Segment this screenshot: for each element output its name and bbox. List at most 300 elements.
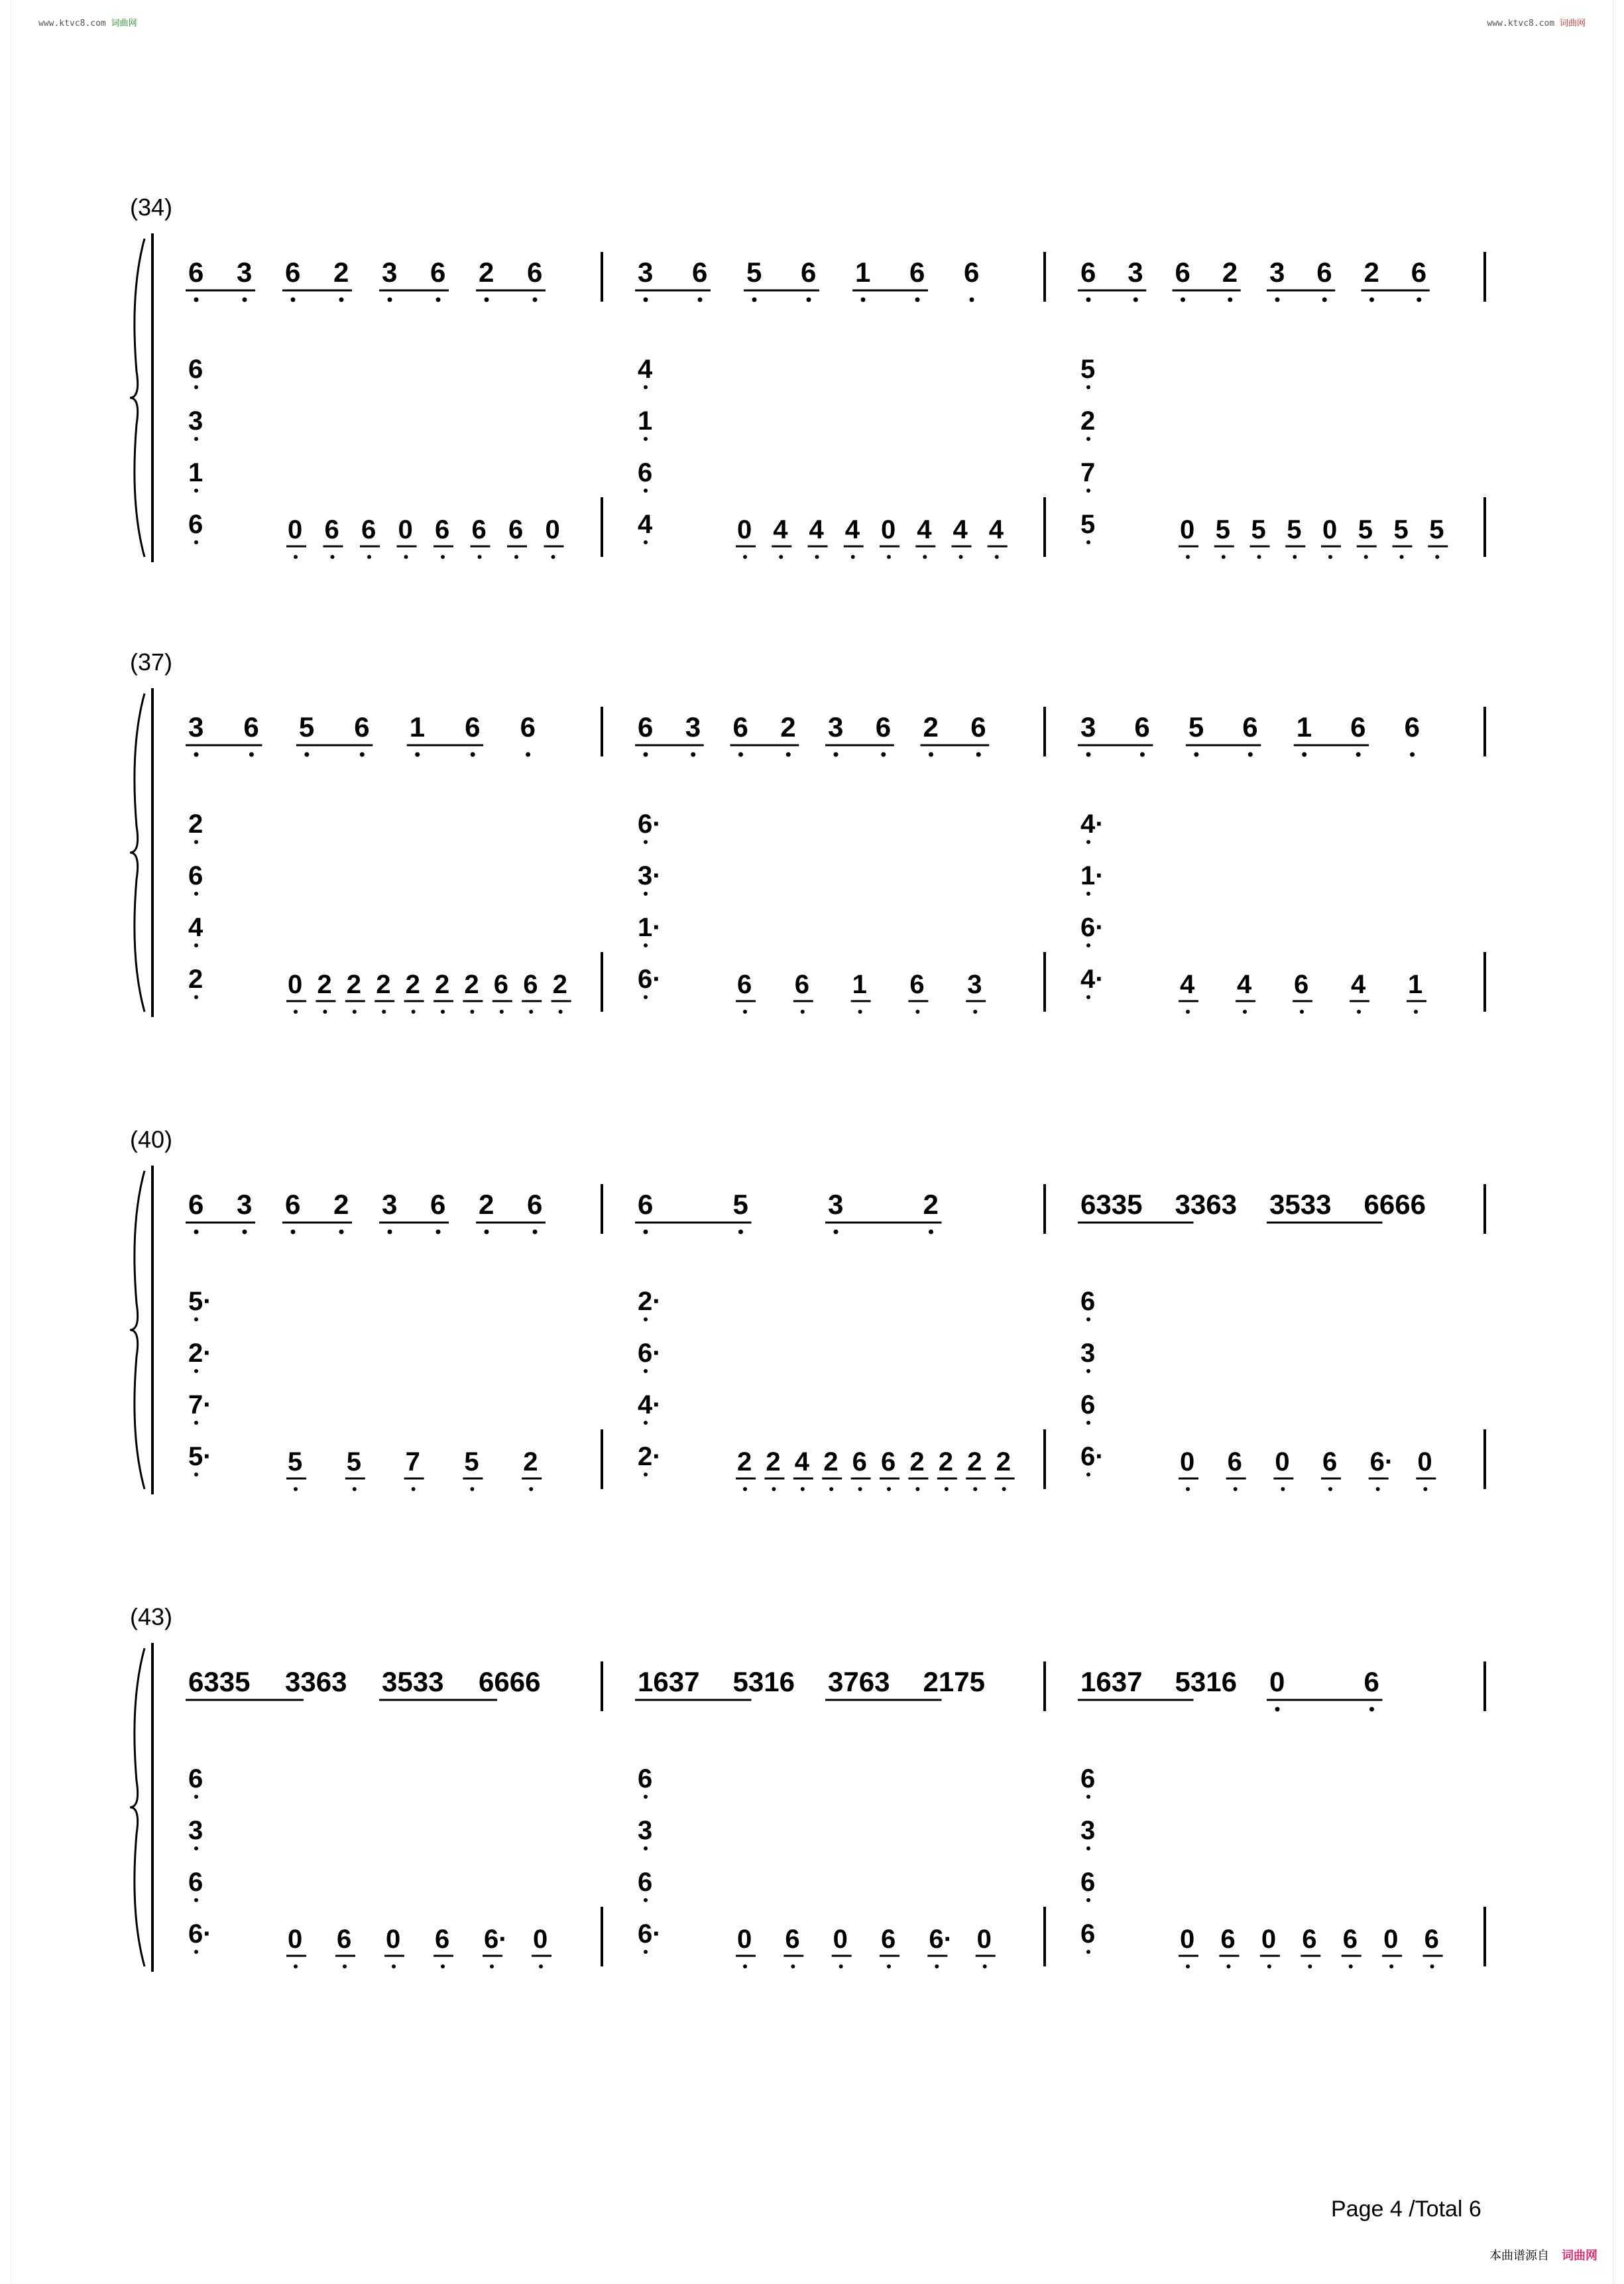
treble-note: 3 bbox=[237, 257, 253, 288]
treble-note: 6 bbox=[970, 711, 986, 743]
treble-note: 3 bbox=[828, 1189, 844, 1220]
treble-note: 6 bbox=[909, 257, 925, 288]
chord-dot bbox=[194, 1369, 198, 1373]
bass-note: 4 bbox=[1180, 970, 1195, 999]
bass-chord-note: 6 bbox=[188, 355, 203, 384]
octave-dot bbox=[1302, 752, 1306, 757]
bass-dot bbox=[500, 1010, 504, 1014]
treble-note: 6 bbox=[1411, 257, 1427, 288]
bass-dot bbox=[331, 555, 335, 559]
octave-dot bbox=[1133, 298, 1138, 302]
bass-note: 5 bbox=[288, 1447, 303, 1476]
bass-chord-note: 3 bbox=[188, 1816, 203, 1845]
treble-note: 6 bbox=[875, 711, 892, 743]
treble-note: 3 bbox=[685, 711, 701, 743]
bass-note: 6 bbox=[324, 515, 339, 544]
bass-chord-note: 4· bbox=[1080, 810, 1104, 839]
bass-chord-note: 4 bbox=[638, 355, 653, 384]
bass-note: 0 bbox=[1261, 1925, 1277, 1954]
header-left-site: www.ktvc8.com bbox=[38, 19, 106, 29]
bass-note: 4 bbox=[844, 515, 860, 544]
bass-chord-note: 6· bbox=[188, 1919, 212, 1949]
bass-dot bbox=[1328, 1487, 1332, 1491]
treble-note: 3 bbox=[1128, 257, 1143, 288]
brace bbox=[130, 693, 145, 1012]
bass-dot bbox=[343, 1964, 347, 1968]
bass-dot bbox=[539, 1964, 543, 1968]
bass-dot bbox=[887, 1487, 891, 1491]
treble-note: 3533 bbox=[382, 1666, 444, 1697]
bass-note: 6 bbox=[1227, 1447, 1242, 1476]
bass-dot bbox=[1281, 1487, 1285, 1491]
chord-dot bbox=[194, 1898, 198, 1902]
bass-dot bbox=[791, 1964, 795, 1968]
octave-dot bbox=[471, 752, 475, 757]
octave-dot bbox=[485, 1230, 489, 1234]
bass-note: 0 bbox=[1180, 1447, 1195, 1476]
bass-chord-note: 3 bbox=[1080, 1339, 1096, 1368]
treble-note: 3 bbox=[1080, 711, 1096, 743]
bass-note: 0 bbox=[288, 1925, 303, 1954]
bass-dot bbox=[323, 1010, 327, 1014]
bass-note: 2 bbox=[967, 1447, 982, 1476]
bass-note: 2 bbox=[996, 1447, 1011, 1476]
bass-dot bbox=[441, 555, 445, 559]
bass-dot bbox=[1267, 1964, 1271, 1968]
octave-dot bbox=[786, 752, 791, 757]
bass-dot bbox=[1435, 555, 1439, 559]
bass-dot bbox=[1234, 1487, 1238, 1491]
treble-note: 6 bbox=[188, 257, 204, 288]
treble-note: 1 bbox=[1296, 711, 1312, 743]
bass-note: 0 bbox=[1180, 1925, 1195, 1954]
bass-chord-note: 4· bbox=[638, 1390, 662, 1419]
bass-note: 0 bbox=[288, 970, 303, 999]
treble-note: 2 bbox=[923, 711, 939, 743]
chord-dot bbox=[1086, 540, 1090, 544]
treble-note: 6 bbox=[1175, 257, 1190, 288]
treble-note: 2 bbox=[333, 257, 349, 288]
treble-note: 5 bbox=[732, 1189, 748, 1220]
treble-note: 3763 bbox=[828, 1666, 890, 1697]
bass-note: 5 bbox=[1358, 515, 1373, 544]
treble-note: 2 bbox=[479, 1189, 494, 1220]
treble-note: 6335 bbox=[1080, 1189, 1143, 1220]
bass-chord-note: 6 bbox=[1080, 1868, 1096, 1897]
chord-dot bbox=[1086, 995, 1090, 999]
bass-dot bbox=[294, 1487, 298, 1491]
bass-chord-note: 5· bbox=[188, 1442, 212, 1471]
octave-dot bbox=[976, 752, 981, 757]
bass-dot bbox=[559, 1010, 563, 1014]
bass-dot bbox=[1186, 1487, 1190, 1491]
bass-dot bbox=[478, 555, 482, 559]
octave-dot bbox=[388, 298, 392, 302]
bass-note: 6 bbox=[493, 970, 509, 999]
bass-dot bbox=[923, 555, 927, 559]
bass-chord-note: 6 bbox=[188, 1868, 203, 1897]
bass-dot bbox=[353, 1487, 357, 1491]
bass-chord-note: 5 bbox=[1080, 355, 1096, 384]
treble-note: 6 bbox=[285, 257, 301, 288]
bass-note: 4 bbox=[953, 515, 968, 544]
bass-note: 2 bbox=[317, 970, 332, 999]
bass-note: 6 bbox=[1322, 1447, 1338, 1476]
bass-note: 2 bbox=[435, 970, 450, 999]
bass-note: 6 bbox=[1342, 1925, 1358, 1954]
bass-dot bbox=[801, 1010, 805, 1014]
bass-dot bbox=[529, 1010, 533, 1014]
bass-note: 4 bbox=[1351, 970, 1366, 999]
bass-dot bbox=[851, 555, 855, 559]
bass-chord-note: 6 bbox=[638, 1868, 653, 1897]
bass-chord-note: 1 bbox=[638, 406, 653, 436]
system-3 bbox=[130, 1166, 1485, 1494]
treble-note: 5 bbox=[746, 257, 762, 288]
octave-dot bbox=[929, 1230, 933, 1234]
bass-note: 5 bbox=[1429, 515, 1444, 544]
octave-dot bbox=[1356, 752, 1361, 757]
bass-dot bbox=[858, 1487, 862, 1491]
octave-dot bbox=[738, 752, 743, 757]
bass-note: 4 bbox=[1237, 970, 1252, 999]
bass-note: 0 bbox=[545, 515, 560, 544]
bass-note: 6 bbox=[508, 515, 524, 544]
bass-chord-note: 1· bbox=[638, 913, 662, 942]
bass-dot bbox=[1243, 1010, 1247, 1014]
octave-dot bbox=[807, 298, 811, 302]
brace bbox=[130, 239, 145, 557]
treble-note: 3 bbox=[382, 1189, 398, 1220]
chord-dot bbox=[644, 1846, 648, 1850]
chord-dot bbox=[644, 540, 648, 544]
treble-note: 6 bbox=[1363, 1666, 1379, 1697]
bass-chord-note: 4 bbox=[638, 510, 653, 539]
octave-dot bbox=[1417, 298, 1421, 302]
bass-dot bbox=[1328, 555, 1332, 559]
bass-dot bbox=[743, 1010, 747, 1014]
octave-dot bbox=[644, 1230, 648, 1234]
treble-note: 1 bbox=[409, 711, 426, 743]
octave-dot bbox=[752, 298, 757, 302]
bass-note: 0 bbox=[386, 1925, 401, 1954]
bass-dot bbox=[915, 1487, 919, 1491]
bass-note: 6 bbox=[435, 515, 450, 544]
octave-dot bbox=[415, 752, 420, 757]
octave-dot bbox=[861, 298, 866, 302]
bass-note: 6 bbox=[1424, 1925, 1439, 1954]
octave-dot bbox=[834, 1230, 839, 1234]
treble-note: 6 bbox=[1242, 711, 1258, 743]
bass-chord-note: 6· bbox=[638, 1919, 662, 1949]
system-2 bbox=[130, 688, 1485, 1017]
chord-dot bbox=[644, 1421, 648, 1425]
bass-note: 0 bbox=[1322, 515, 1338, 544]
octave-dot bbox=[436, 1230, 441, 1234]
bass-note: 0 bbox=[1417, 1447, 1432, 1476]
chord-dot bbox=[1086, 437, 1090, 441]
bass-dot bbox=[1423, 1487, 1427, 1491]
octave-dot bbox=[360, 752, 365, 757]
treble-note: 3 bbox=[382, 257, 398, 288]
bass-note: 2 bbox=[909, 1447, 925, 1476]
octave-dot bbox=[1086, 752, 1091, 757]
treble-note: 6 bbox=[1134, 711, 1150, 743]
bass-dot bbox=[367, 555, 371, 559]
chord-dot bbox=[194, 540, 198, 544]
bass-dot bbox=[392, 1964, 396, 1968]
treble-note: 5 bbox=[298, 711, 315, 743]
bass-note: 7 bbox=[405, 1447, 420, 1476]
bass-dot bbox=[887, 1964, 891, 1968]
treble-note: 6 bbox=[1404, 711, 1420, 743]
bass-note: 6 bbox=[909, 970, 925, 999]
bass-chord-note: 6· bbox=[1080, 1442, 1104, 1471]
bass-note: 2 bbox=[464, 970, 479, 999]
bass-dot bbox=[973, 1487, 977, 1491]
bass-note: 6· bbox=[929, 1925, 953, 1954]
brace bbox=[130, 1171, 145, 1489]
chord-dot bbox=[1086, 1795, 1090, 1799]
chord-dot bbox=[644, 995, 648, 999]
treble-note: 3 bbox=[188, 711, 204, 743]
bass-dot bbox=[1186, 1964, 1190, 1968]
octave-dot bbox=[291, 298, 296, 302]
treble-note: 6 bbox=[1316, 257, 1332, 288]
octave-dot bbox=[1140, 752, 1145, 757]
bass-note: 2 bbox=[346, 970, 362, 999]
bass-dot bbox=[801, 1487, 805, 1491]
brand-logo: 词曲网 bbox=[1562, 2249, 1597, 2262]
bass-chord-note: 5· bbox=[188, 1287, 212, 1316]
bass-dot bbox=[412, 1487, 416, 1491]
bass-dot bbox=[382, 1010, 386, 1014]
bass-note: 0 bbox=[398, 515, 413, 544]
bass-chord-note: 6 bbox=[1080, 1390, 1096, 1419]
bass-dot bbox=[1400, 555, 1404, 559]
bass-note: 6 bbox=[361, 515, 377, 544]
bass-dot bbox=[529, 1487, 533, 1491]
bass-dot bbox=[412, 1010, 416, 1014]
bass-chord-note: 6 bbox=[1080, 1287, 1096, 1316]
octave-dot bbox=[1410, 752, 1415, 757]
bass-dot bbox=[1002, 1487, 1006, 1491]
bass-note: 2 bbox=[523, 1447, 538, 1476]
bass-dot bbox=[983, 1964, 987, 1968]
bass-chord-note: 4 bbox=[188, 913, 203, 942]
bass-dot bbox=[1349, 1964, 1353, 1968]
octave-dot bbox=[436, 298, 441, 302]
chord-dot bbox=[644, 1795, 648, 1799]
bass-note: 2 bbox=[552, 970, 567, 999]
bass-note: 4 bbox=[988, 515, 1004, 544]
bass-note: 5 bbox=[1393, 515, 1409, 544]
bass-chord-note: 7· bbox=[188, 1390, 212, 1419]
bass-dot bbox=[858, 1010, 862, 1014]
treble-note: 6 bbox=[285, 1189, 301, 1220]
bass-dot bbox=[1257, 555, 1261, 559]
bass-dot bbox=[404, 555, 408, 559]
octave-dot bbox=[698, 298, 703, 302]
treble-note: 6666 bbox=[479, 1666, 541, 1697]
bass-dot bbox=[1186, 1010, 1190, 1014]
bass-note: 2 bbox=[737, 1447, 752, 1476]
treble-note: 6 bbox=[638, 1189, 654, 1220]
octave-dot bbox=[1228, 298, 1232, 302]
octave-dot bbox=[339, 1230, 344, 1234]
chord-dot bbox=[1086, 892, 1090, 896]
octave-dot bbox=[533, 1230, 538, 1234]
bass-note: 5 bbox=[1215, 515, 1230, 544]
chord-dot bbox=[1086, 1421, 1090, 1425]
chord-dot bbox=[1086, 1898, 1090, 1902]
chord-dot bbox=[644, 1473, 648, 1476]
octave-dot bbox=[194, 298, 199, 302]
bass-dot bbox=[1357, 1010, 1361, 1014]
bass-dot bbox=[945, 1487, 949, 1491]
chord-dot bbox=[194, 489, 198, 493]
chord-dot bbox=[194, 1421, 198, 1425]
bass-dot bbox=[743, 555, 747, 559]
chord-dot bbox=[644, 437, 648, 441]
chord-dot bbox=[1086, 840, 1090, 844]
bass-dot bbox=[829, 1487, 833, 1491]
chord-dot bbox=[644, 489, 648, 493]
bass-chord-note: 6 bbox=[638, 1764, 653, 1793]
bass-chord-note: 2· bbox=[638, 1287, 662, 1316]
bass-chord-note: 3 bbox=[638, 1816, 653, 1845]
bass-note: 6 bbox=[794, 970, 810, 999]
treble-note: 6 bbox=[430, 257, 446, 288]
chord-dot bbox=[644, 1369, 648, 1373]
bass-note: 6 bbox=[1302, 1925, 1317, 1954]
chord-dot bbox=[644, 1950, 648, 1954]
bass-dot bbox=[1376, 1487, 1380, 1491]
bass-note: 6 bbox=[785, 1925, 800, 1954]
treble-note: 2 bbox=[479, 257, 494, 288]
chord-dot bbox=[194, 840, 198, 844]
bass-dot bbox=[1389, 1964, 1393, 1968]
chord-dot bbox=[194, 1846, 198, 1850]
bass-dot bbox=[294, 1964, 298, 1968]
octave-dot bbox=[243, 1230, 247, 1234]
chord-dot bbox=[194, 943, 198, 947]
treble-note: 1 bbox=[855, 257, 871, 288]
octave-dot bbox=[738, 1230, 743, 1234]
octave-dot bbox=[291, 1230, 296, 1234]
bass-dot bbox=[779, 555, 783, 559]
bass-note: 4 bbox=[809, 515, 824, 544]
bass-dot bbox=[514, 555, 518, 559]
treble-note: 6 bbox=[527, 1189, 543, 1220]
bass-dot bbox=[294, 555, 298, 559]
bass-chord-note: 2 bbox=[188, 965, 203, 994]
bass-dot bbox=[551, 555, 555, 559]
chord-dot bbox=[1086, 943, 1090, 947]
bass-chord-note: 6· bbox=[638, 1339, 662, 1368]
bass-note: 2 bbox=[938, 1447, 954, 1476]
treble-note: 5 bbox=[1188, 711, 1204, 743]
bass-dot bbox=[490, 1964, 494, 1968]
bass-note: 1 bbox=[1408, 970, 1423, 999]
bass-note: 6 bbox=[523, 970, 538, 999]
bass-dot bbox=[915, 1010, 919, 1014]
brace bbox=[130, 1648, 145, 1966]
bass-chord-note: 1· bbox=[1080, 861, 1104, 890]
bass-note: 6 bbox=[435, 1925, 450, 1954]
bass-chord-note: 6 bbox=[188, 510, 203, 539]
bass-note: 0 bbox=[288, 515, 303, 544]
bass-note: 4 bbox=[773, 515, 788, 544]
source-label: 本曲谱源自 bbox=[1489, 2249, 1549, 2262]
octave-dot bbox=[1194, 752, 1198, 757]
bass-chord-note: 5 bbox=[1080, 510, 1096, 539]
bass-note: 0 bbox=[737, 1925, 752, 1954]
bass-dot bbox=[294, 1010, 298, 1014]
treble-note: 2 bbox=[1222, 257, 1238, 288]
treble-note: 3533 bbox=[1269, 1189, 1332, 1220]
bass-note: 2 bbox=[823, 1447, 839, 1476]
chord-dot bbox=[194, 1317, 198, 1321]
bass-dot bbox=[772, 1487, 776, 1491]
treble-note: 6 bbox=[964, 257, 980, 288]
bass-chord-note: 6 bbox=[188, 861, 203, 890]
bass-chord-note: 2· bbox=[188, 1339, 212, 1368]
treble-note: 6 bbox=[520, 711, 536, 743]
chord-dot bbox=[1086, 1369, 1090, 1373]
bass-dot bbox=[887, 555, 891, 559]
bass-chord-note: 3 bbox=[188, 406, 203, 436]
bass-note: 6 bbox=[852, 1447, 867, 1476]
octave-dot bbox=[304, 752, 309, 757]
octave-dot bbox=[1275, 298, 1280, 302]
chord-dot bbox=[644, 943, 648, 947]
treble-note: 6 bbox=[692, 257, 708, 288]
octave-dot bbox=[388, 1230, 392, 1234]
treble-note: 6 bbox=[354, 711, 370, 743]
chord-dot bbox=[644, 1317, 648, 1321]
bass-chord-note: 7 bbox=[1080, 458, 1096, 487]
bass-note: 6 bbox=[881, 1447, 896, 1476]
chord-dot bbox=[194, 892, 198, 896]
treble-note: 3363 bbox=[1175, 1189, 1237, 1220]
treble-note: 6 bbox=[465, 711, 481, 743]
bass-note: 6· bbox=[1369, 1447, 1394, 1476]
treble-note: 6666 bbox=[1363, 1189, 1426, 1220]
bass-chord-note: 1 bbox=[188, 458, 203, 487]
octave-dot bbox=[485, 298, 489, 302]
bass-note: 6 bbox=[337, 1925, 352, 1954]
bass-note: 0 bbox=[833, 1925, 848, 1954]
octave-dot bbox=[881, 752, 886, 757]
treble-note: 1637 bbox=[1080, 1666, 1143, 1697]
bass-note: 6 bbox=[737, 970, 752, 999]
bass-note: 6· bbox=[484, 1925, 508, 1954]
octave-dot bbox=[1369, 1707, 1374, 1712]
treble-note: 0 bbox=[1269, 1666, 1285, 1697]
bass-dot bbox=[441, 1010, 445, 1014]
chord-dot bbox=[194, 437, 198, 441]
bass-note: 0 bbox=[976, 1925, 992, 1954]
octave-dot bbox=[1086, 298, 1091, 302]
treble-note: 5316 bbox=[1175, 1666, 1237, 1697]
bass-dot bbox=[1186, 555, 1190, 559]
chord-dot bbox=[194, 1473, 198, 1476]
bass-chord-note: 6· bbox=[638, 810, 662, 839]
bass-note: 6 bbox=[1294, 970, 1309, 999]
bass-chord-note: 6 bbox=[1080, 1919, 1096, 1949]
treble-note: 6 bbox=[1350, 711, 1366, 743]
